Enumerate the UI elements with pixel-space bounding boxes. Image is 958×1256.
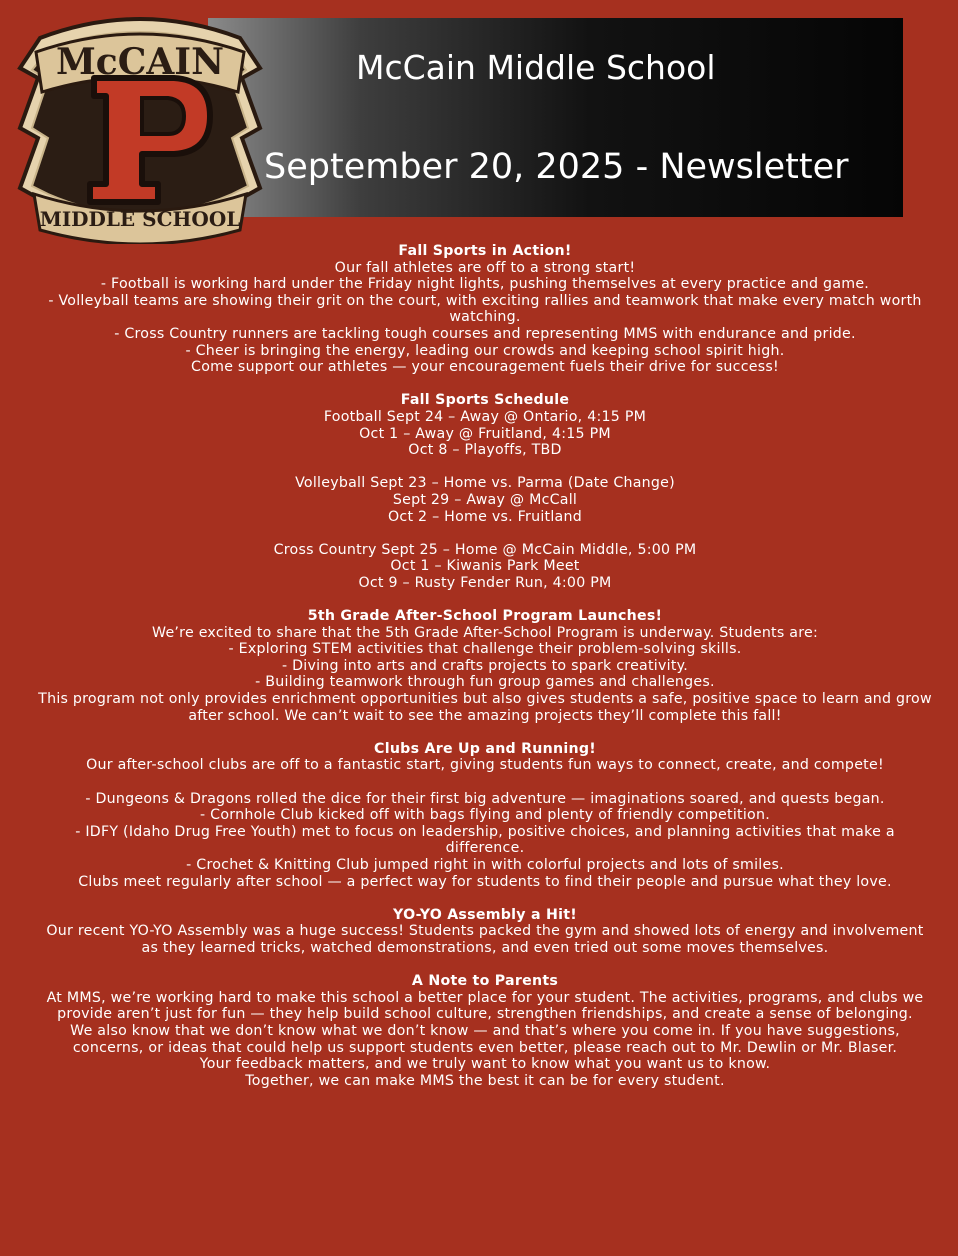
section-line: Clubs meet regularly after school — a perfect way for students to find their people and pursue what they love. <box>78 873 892 890</box>
section-line: We also know that we don’t know what we don’t know — and that’s where you come in. If you have suggestions, concerns, or ideas that could help us support students even better, please reach out to Mr. Dewlin or Mr. Blaser. <box>70 1022 900 1056</box>
section-line: - Crochet & Knitting Club jumped right in with colorful projects and lots of smiles. <box>186 856 784 873</box>
section-line: Cross Country Sept 25 – Home @ McCain Middle, 5:00 PM <box>273 541 697 558</box>
section-line: Football Sept 24 – Away @ Ontario, 4:15 PM <box>323 408 647 425</box>
section-line: Our fall athletes are off to a strong start! <box>334 259 636 276</box>
section-line: Together, we can make MMS the best it can be for every student. <box>245 1072 725 1089</box>
section-line: Oct 8 – Playoffs, TBD <box>408 442 562 459</box>
newsletter-section <box>36 392 934 591</box>
section-line: This program not only provides enrichment opportunities but also gives students a safe, positive space to learn and grow after school. We can’t wait to see the amazing projects they’ll complete this fall! <box>38 691 932 724</box>
section-title: 5th Grade After-School Program Launches! <box>307 608 663 625</box>
section-line: - Exploring STEM activities that challenge their problem-solving skills. <box>228 641 742 658</box>
school-logo <box>10 8 270 244</box>
newsletter-section <box>36 907 934 957</box>
blank-line <box>36 459 934 476</box>
newsletter-section <box>36 741 934 890</box>
newsletter-date-title: September 20, 2025 - Newsletter <box>264 147 849 187</box>
section-line: Volleyball Sept 23 – Home vs. Parma (Date Change) <box>295 475 675 492</box>
section-title: Fall Sports Schedule <box>400 392 570 409</box>
section-line: Sept 29 – Away @ McCall <box>392 491 578 508</box>
section-line: Oct 9 – Rusty Fender Run, 4:00 PM <box>358 574 612 591</box>
section-title: YO-YO Assembly a Hit! <box>393 906 577 923</box>
section-line: Oct 1 – Away @ Fruitland, 4:15 PM <box>359 425 611 442</box>
section-line: Oct 2 – Home vs. Fruitland <box>388 508 582 525</box>
section-line: Your feedback matters, and we truly want to know what you want us to know. <box>199 1056 771 1073</box>
section-line: - Dungeons & Dragons rolled the dice for their first big adventure — imaginations soared, and quests began. <box>85 790 885 807</box>
newsletter-section <box>36 973 934 1089</box>
section-title: A Note to Parents <box>411 973 559 990</box>
section-line: - Volleyball teams are showing their grit on the court, with exciting rallies and teamwork that make every match worth watching. <box>48 292 922 326</box>
section-line: We’re excited to share that the 5th Grade After-School Program is underway. Students are: <box>152 624 818 641</box>
section-line: Come support our athletes — your encouragement fuels their drive for success! <box>191 359 779 376</box>
blank-line <box>36 525 934 542</box>
newsletter-section <box>36 243 934 376</box>
section-line: Our after-school clubs are off to a fantastic start, giving students fun ways to connect, create, and compete! <box>86 757 884 774</box>
newsletter-section <box>36 608 934 724</box>
section-line: - Cheer is bringing the energy, leading our crowds and keeping school spirit high. <box>185 342 785 359</box>
section-title: Fall Sports in Action! <box>398 243 572 259</box>
school-name: McCain Middle School <box>356 48 716 87</box>
section-line: Our recent YO-YO Assembly was a huge success! Students packed the gym and showed lots of energy and involvement as they learned tricks, watched demonstrations, and even tried out some moves themselves. <box>46 923 924 956</box>
newsletter-body <box>36 243 934 1106</box>
section-line: - Football is working hard under the Friday night lights, pushing themselves at every practice and game. <box>100 276 870 293</box>
logo-top-text: McCAIN <box>55 41 225 83</box>
section-title: Clubs Are Up and Running! <box>374 740 596 757</box>
section-line: - Building teamwork through fun group games and challenges. <box>255 674 715 691</box>
section-line: Oct 1 – Kiwanis Park Meet <box>390 558 580 575</box>
section-line: - Diving into arts and crafts projects to spark creativity. <box>281 657 689 674</box>
logo-bottom-text: MIDDLE SCHOOL <box>39 207 241 231</box>
section-line: At MMS, we’re working hard to make this school a better place for your student. The activities, programs, and clubs we provide aren’t just for fun — they help build school culture, strengthen friendships, and create a sense of belonging. <box>46 989 924 1023</box>
section-line: - Cornhole Club kicked off with bags flying and plenty of friendly competition. <box>200 807 770 824</box>
blank-line <box>36 774 934 791</box>
section-line: - Cross Country runners are tackling tough courses and representing MMS with endurance and pride. <box>114 325 856 342</box>
section-line: - IDFY (Idaho Drug Free Youth) met to focus on leadership, positive choices, and planning activities that make a difference. <box>75 823 895 857</box>
